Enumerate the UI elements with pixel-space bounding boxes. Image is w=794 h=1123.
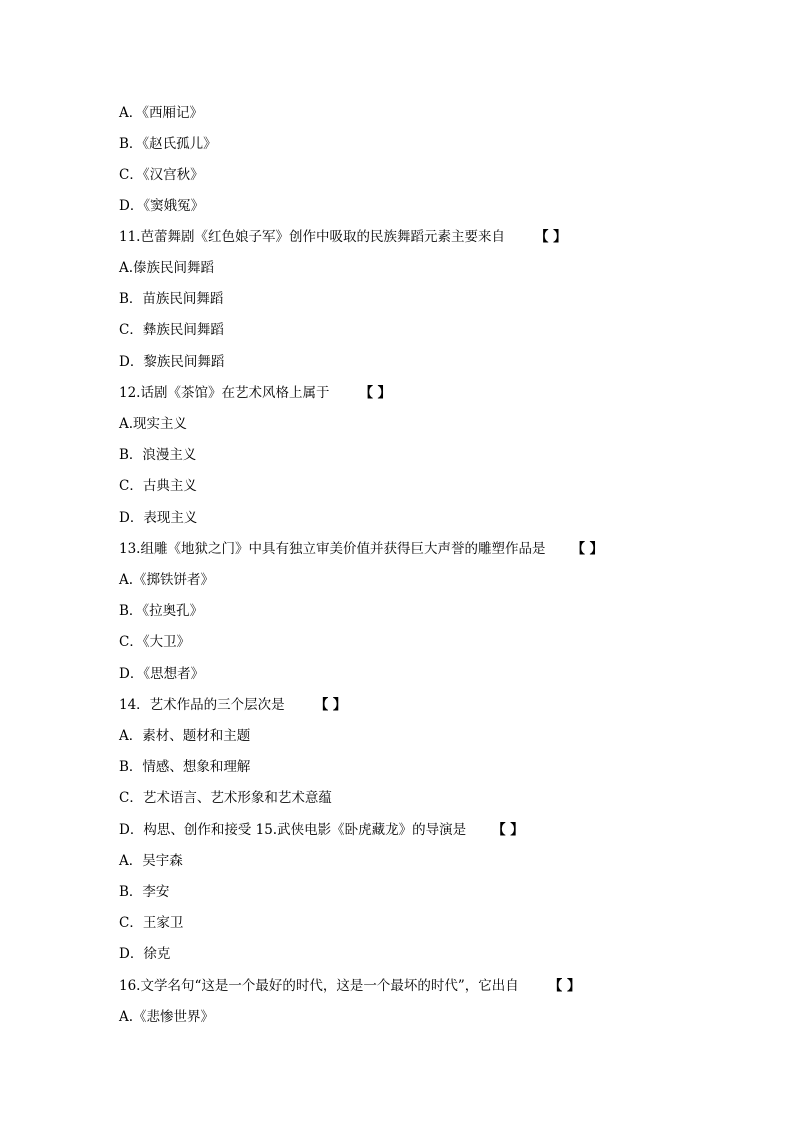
option-text: B．苗族民间舞蹈 bbox=[119, 291, 224, 307]
option-line bbox=[119, 602, 203, 620]
option-text: A．《西厢记》 bbox=[119, 105, 203, 121]
option-line bbox=[119, 290, 223, 308]
question-line bbox=[119, 977, 580, 995]
option-text: C．《汉宫秋》 bbox=[119, 167, 204, 183]
option-text: D．表现主义 bbox=[119, 510, 198, 526]
option-line bbox=[119, 852, 183, 870]
option-line bbox=[119, 914, 183, 932]
option-text: A．吴宇森 bbox=[119, 853, 183, 869]
option-line bbox=[119, 665, 204, 683]
option-line bbox=[119, 509, 197, 527]
option-line bbox=[119, 353, 224, 371]
question-text: D．构思、创作和接受 15.武侠电影《卧虎藏龙》的导演是 bbox=[119, 822, 467, 838]
answer-bracket: 【 】 bbox=[548, 978, 581, 994]
option-line bbox=[119, 883, 169, 901]
answer-bracket: 【 】 bbox=[534, 229, 567, 245]
option-line bbox=[119, 1008, 214, 1026]
question-text: 16.文学名句“这是一个最好的时代，这是一个最坏的时代”，它出自 bbox=[119, 978, 519, 994]
option-text: D．《窦娥冤》 bbox=[119, 198, 205, 214]
option-text: B．情感、想象和理解 bbox=[119, 759, 251, 775]
option-text: A.《悲惨世界》 bbox=[119, 1009, 215, 1025]
question-line bbox=[119, 821, 524, 839]
option-text: C．艺术语言、艺术形象和艺术意蕴 bbox=[119, 790, 332, 806]
option-line bbox=[119, 259, 214, 277]
option-line bbox=[119, 166, 204, 184]
option-text: D．徐克 bbox=[119, 946, 171, 962]
question-text: 12.话剧《茶馆》在艺术风格上属于 bbox=[119, 385, 330, 401]
option-line bbox=[119, 197, 204, 215]
answer-bracket: 【 】 bbox=[571, 541, 604, 557]
option-line bbox=[119, 477, 197, 495]
option-line bbox=[119, 945, 170, 963]
option-text: B．李安 bbox=[119, 884, 170, 900]
option-line bbox=[119, 571, 214, 589]
option-text: D．黎族民间舞蹈 bbox=[119, 354, 225, 370]
option-line bbox=[119, 633, 190, 651]
option-text: A．素材、题材和主题 bbox=[119, 728, 251, 744]
answer-bracket: 【 】 bbox=[314, 697, 347, 713]
question-text: 14．艺术作品的三个层次是 bbox=[119, 697, 285, 713]
option-line bbox=[119, 727, 250, 745]
question-line bbox=[119, 384, 391, 402]
option-line bbox=[119, 446, 196, 464]
option-text: A.傣族民间舞蹈 bbox=[119, 260, 215, 276]
option-line bbox=[119, 758, 250, 776]
option-line bbox=[119, 135, 217, 153]
option-text: C．彝族民间舞蹈 bbox=[119, 322, 224, 338]
option-line bbox=[119, 415, 187, 433]
answer-bracket: 【 】 bbox=[492, 822, 524, 838]
option-text: C．《大卫》 bbox=[119, 634, 191, 650]
option-text: B．浪漫主义 bbox=[119, 447, 197, 463]
option-text: C．古典主义 bbox=[119, 478, 197, 494]
question-line bbox=[119, 228, 567, 246]
option-text: B．《拉奥孔》 bbox=[119, 603, 204, 619]
answer-bracket: 【 】 bbox=[359, 385, 392, 401]
question-text: 11.芭蕾舞剧《红色娘子军》创作中吸取的民族舞蹈元素主要来自 bbox=[119, 229, 505, 245]
option-text: C．王家卫 bbox=[119, 915, 184, 931]
question-line bbox=[119, 540, 603, 558]
option-text: B．《赵氏孤儿》 bbox=[119, 136, 217, 152]
option-text: D．《思想者》 bbox=[119, 666, 205, 682]
option-text: A.《掷铁饼者》 bbox=[119, 572, 215, 588]
option-line bbox=[119, 789, 332, 807]
question-text: 13.组雕《地狱之门》中具有独立审美价值并获得巨大声誉的雕塑作品是 bbox=[119, 541, 546, 557]
option-line bbox=[119, 104, 203, 122]
question-line bbox=[119, 696, 346, 714]
option-line bbox=[119, 321, 224, 339]
option-text: A.现实主义 bbox=[119, 416, 188, 432]
